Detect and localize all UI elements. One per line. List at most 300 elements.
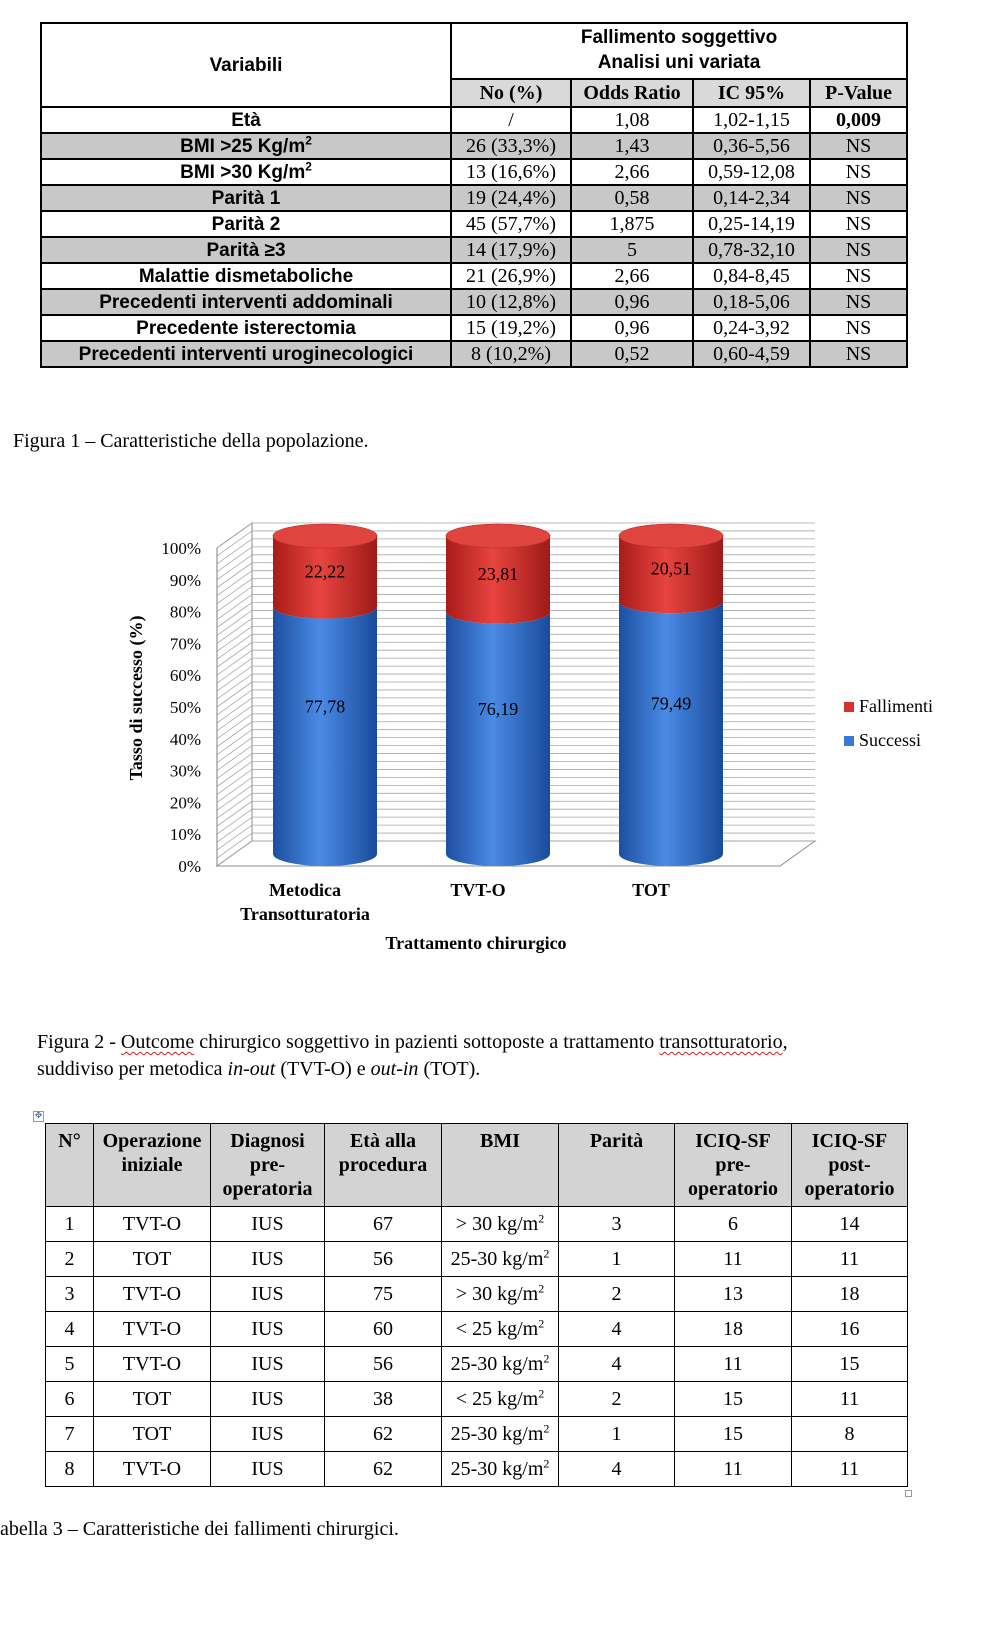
table-row: [46, 1312, 908, 1347]
cell-diagnosis-text: IUS: [251, 1352, 284, 1375]
legend-swatch-fallimenti: [844, 702, 854, 712]
cell-bmi-text: 25-30 kg/m: [450, 1247, 544, 1270]
cell-no: 19 (24,4%): [451, 185, 571, 211]
cell-operation-text: TOT: [132, 1247, 172, 1270]
cell-iciq-post: [792, 1382, 908, 1417]
cell-iciq-pre-text: 18: [723, 1317, 743, 1340]
header-line: BMI: [480, 1130, 520, 1152]
cell-p-value: NS: [810, 315, 907, 341]
cell-parity: [559, 1382, 675, 1417]
caption2-part: (TVT-O) e: [275, 1058, 371, 1080]
cell-p-value: 0,009: [810, 107, 907, 133]
table3-caption: abella 3 – Caratteristiche dei fallimenti chirurgici.: [0, 1518, 399, 1540]
cell-age-text: 75: [373, 1282, 393, 1305]
cell-parity-text: 2: [611, 1282, 622, 1305]
cell-bmi-text: 25-30 kg/m: [450, 1352, 544, 1375]
data-label-successi: 76,19: [477, 698, 519, 719]
header-group-line2: Analisi uni variata: [597, 52, 761, 73]
cell-p-value: NS: [810, 263, 907, 289]
cell-operation-text: TOT: [132, 1387, 172, 1410]
cell-number-text: 5: [64, 1352, 75, 1375]
superscript: 2: [305, 133, 312, 148]
caption2-in-out: in-out: [227, 1058, 276, 1080]
figure2-caption: [37, 1029, 788, 1083]
success-rate-chart: [110, 490, 950, 970]
cell-parity: [559, 1277, 675, 1312]
cell-ic95: 0,18-5,06: [693, 289, 810, 315]
cell-operation: [94, 1277, 211, 1312]
variable-label-text: Malattie dismetaboliche: [138, 265, 354, 287]
cell-diagnosis: [211, 1312, 325, 1347]
x-axis-labels: [240, 880, 670, 924]
figure2-caption-line1: [37, 1029, 788, 1056]
cell-number: [46, 1417, 94, 1452]
cell-parity-text: 1: [611, 1247, 622, 1270]
cell-no: 45 (57,7%): [451, 211, 571, 237]
header-group-line1: Fallimento soggettivo: [580, 27, 778, 49]
header-line: Età alla: [349, 1130, 417, 1152]
cell-diagnosis: [211, 1452, 325, 1487]
column-header-odds-ratio: Odds Ratio: [571, 79, 693, 107]
cell-iciq-post: [792, 1242, 908, 1277]
cell-diagnosis: [211, 1347, 325, 1382]
cell-bmi: [442, 1207, 559, 1242]
cell-diagnosis: [211, 1242, 325, 1277]
header-line: ICIQ-SF: [695, 1130, 771, 1152]
cell-age: [325, 1207, 442, 1242]
variable-label: [41, 185, 451, 211]
figure1-caption: Figura 1 – Caratteristiche della popolazione.: [13, 430, 369, 452]
bar-top-cap: [446, 524, 550, 548]
header-bmi: [442, 1124, 559, 1207]
y-tick-label: 10%: [169, 825, 201, 845]
superscript: 2: [305, 159, 312, 174]
table-resize-handle-icon[interactable]: [905, 1490, 912, 1497]
caption2-part: chirurgico soggettivo in pazienti sottoposte a trattamento: [194, 1031, 660, 1053]
table-move-handle-icon[interactable]: ✥: [34, 1111, 43, 1121]
variable-label: [41, 315, 451, 341]
cell-diagnosis-text: IUS: [251, 1317, 284, 1340]
cell-age-text: 38: [373, 1387, 393, 1410]
table-row: [46, 1452, 908, 1487]
cell-ic95: 0,59-12,08: [693, 159, 810, 185]
cell-odds-ratio: 2,66: [571, 159, 693, 185]
cell-iciq-pre-text: 11: [723, 1247, 743, 1270]
header-line: iniziale: [121, 1154, 183, 1176]
cell-iciq-pre-text: 13: [723, 1282, 743, 1305]
cell-iciq-pre: [675, 1382, 792, 1417]
cell-iciq-post-text: 8: [844, 1422, 855, 1445]
cell-no: 13 (16,6%): [451, 159, 571, 185]
header-line: pre-: [249, 1154, 286, 1176]
y-tick-label: 80%: [169, 602, 201, 622]
cell-no: /: [451, 107, 571, 133]
failures-table: [45, 1123, 908, 1487]
variable-label: [41, 133, 451, 159]
cell-bmi: [442, 1382, 559, 1417]
cell-no: 10 (12,8%): [451, 289, 571, 315]
y-tick-label: 30%: [169, 761, 201, 781]
cell-operation: [94, 1347, 211, 1382]
cell-iciq-pre-text: 11: [723, 1352, 743, 1375]
cell-p-value: NS: [810, 341, 907, 367]
y-tick-label: 0%: [178, 857, 201, 876]
cell-odds-ratio: 0,96: [571, 315, 693, 341]
cell-operation-text: TOT: [132, 1422, 172, 1445]
cell-iciq-pre: [675, 1347, 792, 1382]
cell-diagnosis-text: IUS: [251, 1247, 284, 1270]
header-line: N°: [58, 1130, 81, 1152]
cell-p-value: NS: [810, 289, 907, 315]
header-univariate-analysis: [451, 23, 907, 79]
y-axis-ticks: [161, 539, 201, 876]
cell-operation-text: TVT-O: [122, 1317, 182, 1340]
header-line: ICIQ-SF: [811, 1130, 888, 1152]
cell-iciq-post: [792, 1452, 908, 1487]
header-number: [46, 1124, 94, 1207]
table3-body: [46, 1207, 908, 1487]
cell-iciq-post: [792, 1277, 908, 1312]
cell-ic95: 0,14-2,34: [693, 185, 810, 211]
cell-iciq-pre: [675, 1452, 792, 1487]
table-row: [46, 1207, 908, 1242]
superscript: 2: [538, 1385, 545, 1400]
cell-parity: [559, 1347, 675, 1382]
cell-diagnosis: [211, 1277, 325, 1312]
superscript: 2: [543, 1350, 550, 1365]
cell-age-text: 56: [373, 1247, 393, 1270]
cell-iciq-pre: [675, 1207, 792, 1242]
cell-diagnosis: [211, 1382, 325, 1417]
table-row: [41, 315, 907, 341]
cell-odds-ratio: 1,08: [571, 107, 693, 133]
header-line: Operazione: [102, 1130, 202, 1152]
cell-iciq-post-text: 11: [839, 1457, 860, 1480]
cell-number: [46, 1242, 94, 1277]
cell-parity: [559, 1242, 675, 1277]
cell-age: [325, 1242, 442, 1277]
cell-p-value: NS: [810, 133, 907, 159]
cell-age: [325, 1452, 442, 1487]
y-axis-title: Tasso di successo (%): [126, 615, 146, 781]
header-age-at-procedure: [325, 1124, 442, 1207]
cell-odds-ratio: 5: [571, 237, 693, 263]
cell-parity: [559, 1452, 675, 1487]
legend-label-successi: Successi: [859, 730, 921, 750]
column-header-ic95: IC 95%: [693, 79, 810, 107]
variable-label: [41, 341, 451, 367]
cell-iciq-post-text: 11: [839, 1387, 860, 1410]
cell-bmi-text: < 25 kg/m: [455, 1317, 539, 1340]
cell-iciq-post: [792, 1207, 908, 1242]
cell-parity-text: 4: [611, 1317, 622, 1340]
cell-age-text: 60: [373, 1317, 393, 1340]
cell-operation: [94, 1312, 211, 1347]
cell-ic95: 1,02-1,15: [693, 107, 810, 133]
cell-bmi-text: 25-30 kg/m: [450, 1422, 544, 1445]
cell-number: [46, 1312, 94, 1347]
caption2-part: ,: [782, 1031, 788, 1053]
cell-operation: [94, 1382, 211, 1417]
cell-bmi: [442, 1417, 559, 1452]
superscript: 2: [543, 1245, 550, 1260]
cell-diagnosis-text: IUS: [251, 1387, 284, 1410]
cell-parity-text: 4: [611, 1352, 622, 1375]
superscript: 2: [538, 1210, 545, 1225]
cell-p-value: NS: [810, 185, 907, 211]
caption2-part: suddiviso per metodica: [37, 1058, 228, 1080]
variable-label-text: Precedenti interventi uroginecologici: [78, 343, 414, 365]
cell-ic95: 0,24-3,92: [693, 315, 810, 341]
cell-number-text: 6: [64, 1387, 75, 1410]
bar-top-cap: [619, 524, 723, 548]
caption2-part: Figura 2 -: [37, 1031, 121, 1053]
variable-label-text: Parità ≥3: [206, 239, 286, 261]
table-row: [41, 263, 907, 289]
x-tick-label: Metodica: [269, 880, 341, 900]
table-row: [46, 1417, 908, 1452]
cell-diagnosis-text: IUS: [251, 1422, 284, 1445]
cell-iciq-pre: [675, 1277, 792, 1312]
cell-operation-text: TVT-O: [122, 1282, 182, 1305]
cell-iciq-post: [792, 1347, 908, 1382]
cell-ic95: 0,60-4,59: [693, 341, 810, 367]
cell-number: [46, 1347, 94, 1382]
cell-odds-ratio: 1,43: [571, 133, 693, 159]
header-line: operatorio: [688, 1178, 778, 1200]
y-tick-label: 100%: [161, 539, 201, 558]
cell-bmi-text: > 30 kg/m: [455, 1212, 539, 1235]
cell-operation: [94, 1452, 211, 1487]
cell-diagnosis-text: IUS: [251, 1282, 284, 1305]
header-variables: Variabili: [41, 23, 451, 107]
cell-iciq-pre-text: 15: [723, 1422, 743, 1445]
table-row: [41, 211, 907, 237]
cell-odds-ratio: 0,52: [571, 341, 693, 367]
header-line: pre-: [715, 1154, 751, 1176]
cell-parity: [559, 1312, 675, 1347]
table-row: [46, 1277, 908, 1312]
cell-number: [46, 1452, 94, 1487]
cell-ic95: 0,25-14,19: [693, 211, 810, 237]
table-row: [41, 107, 907, 133]
header-line: procedura: [338, 1154, 428, 1176]
table-row: [41, 289, 907, 315]
cell-bmi: [442, 1312, 559, 1347]
cell-age-text: 62: [373, 1457, 393, 1480]
header-preop-diagnosis: [211, 1124, 325, 1207]
cell-iciq-post-text: 14: [839, 1212, 860, 1235]
header-iciq-pre: [675, 1124, 792, 1207]
superscript: 2: [543, 1455, 550, 1470]
bar-successi: [446, 612, 550, 866]
header-iciq-post: [792, 1124, 908, 1207]
cell-iciq-pre-text: 15: [723, 1387, 743, 1410]
bar-successi: [619, 601, 723, 866]
variable-label-text: Precedente isterectomia: [136, 317, 356, 339]
data-label-successi: 77,78: [304, 696, 346, 717]
variable-label: [41, 263, 451, 289]
chart-legend: [844, 696, 933, 750]
cell-age-text: 56: [373, 1352, 393, 1375]
cell-operation-text: TVT-O: [122, 1457, 182, 1480]
cell-no: 14 (17,9%): [451, 237, 571, 263]
cell-iciq-post-text: 15: [839, 1352, 860, 1375]
header-initial-operation: [94, 1124, 211, 1207]
cell-age-text: 67: [373, 1212, 393, 1235]
column-header-no: No (%): [451, 79, 571, 107]
header-parity: [559, 1124, 675, 1207]
variable-label-text: Parità 2: [211, 213, 281, 235]
cell-p-value: NS: [810, 237, 907, 263]
y-tick-label: 50%: [169, 698, 201, 717]
caption2-transotturatorio: transotturatorio: [659, 1031, 783, 1053]
cell-diagnosis: [211, 1417, 325, 1452]
column-header-p-value: P-Value: [810, 79, 907, 107]
variable-label-text: Precedenti interventi addominali: [99, 291, 393, 313]
cell-age: [325, 1312, 442, 1347]
variable-label: [41, 159, 451, 185]
chart-bars: [273, 524, 723, 866]
table-row: [41, 185, 907, 211]
cell-age: [325, 1347, 442, 1382]
table-row: [46, 1382, 908, 1417]
cell-no: 21 (26,9%): [451, 263, 571, 289]
data-label-fallimenti: 23,81: [477, 563, 519, 584]
caption2-part: (TOT).: [418, 1058, 481, 1080]
x-axis-title: Trattamento chirurgico: [385, 933, 567, 953]
cell-bmi-text: 25-30 kg/m: [450, 1457, 544, 1480]
variable-label-text: Età: [231, 109, 261, 131]
caption2-out-in: out-in: [370, 1058, 419, 1080]
cell-bmi: [442, 1277, 559, 1312]
cell-no: 15 (19,2%): [451, 315, 571, 341]
cell-number: [46, 1382, 94, 1417]
table-row: [41, 159, 907, 185]
cell-bmi: [442, 1242, 559, 1277]
y-tick-label: 60%: [169, 666, 201, 686]
cell-diagnosis-text: IUS: [251, 1212, 284, 1235]
table-row: [41, 341, 907, 367]
cell-bmi: [442, 1347, 559, 1382]
cell-iciq-pre: [675, 1312, 792, 1347]
data-label-fallimenti: 22,22: [304, 561, 346, 582]
header-line: Parità: [589, 1130, 644, 1152]
cell-operation: [94, 1242, 211, 1277]
cell-p-value: NS: [810, 159, 907, 185]
cell-age: [325, 1277, 442, 1312]
cell-number-text: 1: [64, 1212, 75, 1235]
y-tick-label: 90%: [169, 570, 201, 590]
header-line: operatorio: [804, 1178, 895, 1200]
x-tick-label: TOT: [632, 880, 670, 900]
bar-top-cap: [273, 524, 377, 548]
cell-age-text: 62: [373, 1422, 393, 1445]
x-tick-label: Transotturatoria: [240, 904, 370, 924]
variable-label: [41, 237, 451, 263]
cell-parity-text: 3: [611, 1212, 622, 1235]
cell-age: [325, 1417, 442, 1452]
cell-iciq-post-text: 18: [839, 1282, 860, 1305]
x-tick-label: TVT-O: [450, 880, 506, 900]
header-line: Diagnosi: [230, 1130, 305, 1152]
cell-iciq-post-text: 16: [839, 1317, 860, 1340]
cell-number-text: 4: [64, 1317, 75, 1340]
y-tick-label: 70%: [169, 634, 201, 654]
table3-header-row: [46, 1124, 908, 1207]
variable-label: [41, 289, 451, 315]
cell-operation-text: TVT-O: [122, 1212, 182, 1235]
cell-parity: [559, 1207, 675, 1242]
cell-parity-text: 4: [611, 1457, 622, 1480]
table-row: [46, 1347, 908, 1382]
cell-iciq-post: [792, 1312, 908, 1347]
cell-iciq-pre: [675, 1417, 792, 1452]
superscript: 2: [538, 1280, 545, 1295]
cell-number-text: 2: [64, 1247, 75, 1270]
cell-odds-ratio: 0,96: [571, 289, 693, 315]
cell-operation: [94, 1207, 211, 1242]
cell-bmi-text: > 30 kg/m: [455, 1282, 539, 1305]
characteristics-table: [40, 22, 908, 368]
cell-iciq-pre-text: 6: [728, 1212, 738, 1235]
cell-iciq-post: [792, 1417, 908, 1452]
cell-iciq-pre-text: 11: [723, 1457, 743, 1480]
data-label-fallimenti: 20,51: [650, 558, 692, 579]
bar-successi: [273, 607, 377, 866]
table1-body: [41, 107, 907, 367]
cell-operation-text: TVT-O: [122, 1352, 182, 1375]
table-row: [46, 1242, 908, 1277]
cell-ic95: 0,84-8,45: [693, 263, 810, 289]
cell-odds-ratio: 1,875: [571, 211, 693, 237]
variable-label-text: BMI >25 Kg/m: [180, 135, 306, 157]
cell-diagnosis: [211, 1207, 325, 1242]
cell-ic95: 0,36-5,56: [693, 133, 810, 159]
cell-odds-ratio: 2,66: [571, 263, 693, 289]
cell-no: 8 (10,2%): [451, 341, 571, 367]
variable-label: [41, 211, 451, 237]
cell-number-text: 7: [64, 1422, 75, 1445]
cell-age: [325, 1382, 442, 1417]
cell-no: 26 (33,3%): [451, 133, 571, 159]
variable-label-text: BMI >30 Kg/m: [180, 161, 306, 183]
figure2-caption-line2: [37, 1056, 788, 1083]
variable-label-text: Parità 1: [211, 187, 281, 209]
cell-odds-ratio: 0,58: [571, 185, 693, 211]
y-tick-label: 40%: [169, 729, 201, 749]
legend-label-fallimenti: Fallimenti: [859, 696, 933, 716]
table-row: [41, 237, 907, 263]
cell-number: [46, 1207, 94, 1242]
cell-number-text: 3: [64, 1282, 75, 1305]
variable-label: [41, 107, 451, 133]
cell-parity-text: 2: [611, 1387, 622, 1410]
cell-operation: [94, 1417, 211, 1452]
cell-parity-text: 1: [611, 1422, 622, 1445]
caption2-outcome: Outcome: [120, 1031, 195, 1053]
superscript: 2: [538, 1315, 545, 1330]
header-line: operatoria: [222, 1178, 313, 1200]
y-tick-label: 20%: [169, 793, 201, 813]
cell-bmi-text: < 25 kg/m: [455, 1387, 539, 1410]
table-row: [41, 133, 907, 159]
superscript: 2: [543, 1420, 550, 1435]
chart-svg: [110, 490, 950, 970]
data-label-successi: 79,49: [650, 693, 692, 714]
legend-swatch-successi: [844, 736, 854, 746]
cell-parity: [559, 1417, 675, 1452]
